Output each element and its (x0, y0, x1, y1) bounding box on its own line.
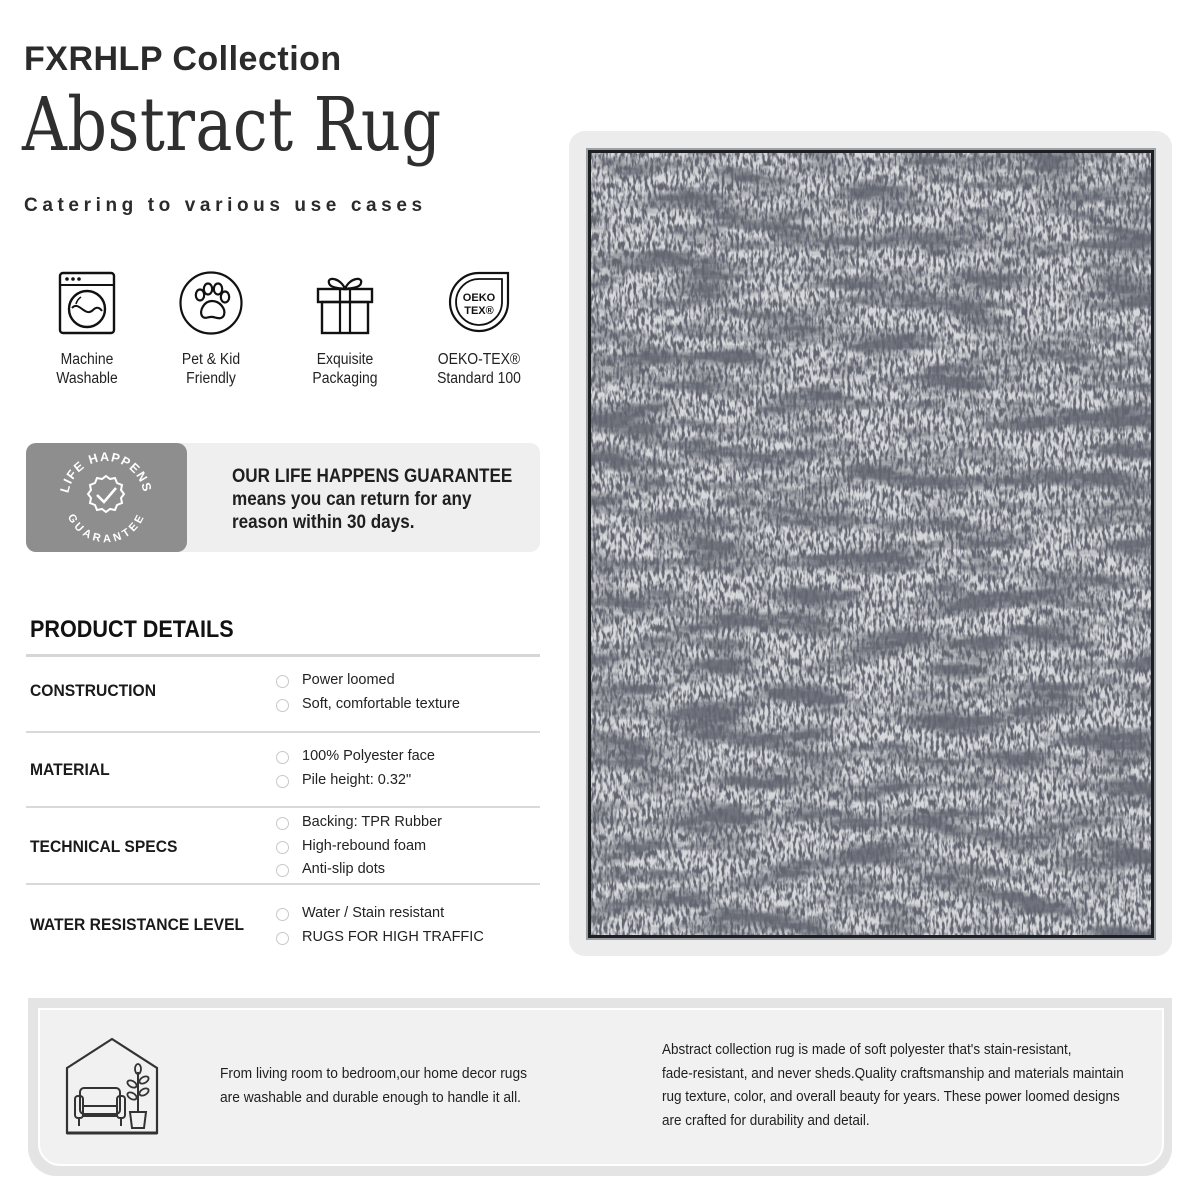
feature-oeko-tex (414, 270, 544, 388)
detail-item: Water / Stain resistant (276, 902, 484, 926)
guarantee-line-2: means you can return for any (232, 489, 472, 510)
feature-pet-kid-friendly (146, 270, 276, 388)
product-details-title: PRODUCT DETAILS (30, 616, 234, 643)
brand-name: FXRHLP Collection (24, 40, 342, 78)
guarantee-badge (26, 443, 187, 552)
bottom-left-text: From living room to bedroom,our home decor rugs are washable and durable enough to handle it all. (220, 1066, 528, 1106)
detail-list (276, 745, 435, 792)
detail-item: Power loomed (276, 669, 460, 693)
tagline: Catering to various use cases (24, 195, 427, 216)
home-furniture-icon (64, 1036, 160, 1136)
feature-label: Exquisite Packaging (312, 351, 378, 387)
washing-machine-icon (57, 270, 117, 336)
paw-icon (178, 270, 244, 336)
feature-label: OEKO-TEX® Standard 100 (437, 351, 521, 387)
detail-label: TECHNICAL SPECS (30, 837, 178, 856)
oeko-badge-text: OEKO (462, 292, 496, 304)
gift-box-icon (313, 270, 377, 336)
rug-abstract-pattern (588, 150, 1154, 938)
detail-item: Pile height: 0.32" (276, 769, 435, 793)
page-title: Abstract Rug (22, 82, 442, 168)
seal-text-top: LIFE HAPPENS (57, 449, 155, 495)
detail-row-construction (26, 657, 540, 733)
detail-list (276, 669, 460, 716)
detail-label: MATERIAL (30, 760, 110, 779)
bottom-right-text: Abstract collection rug is made of soft polyester that's stain-resistant, fade-resistant, and never sheds.Quality craftsmanship and materials maintain rug texture, color, and overall beauty for years. These power loomed designs are crafted for durability and detail. (662, 1042, 1124, 1129)
guarantee-seal-icon (26, 443, 187, 552)
guarantee-line-3: reason within 30 days. (232, 512, 415, 533)
detail-list (276, 902, 484, 949)
feature-label: Pet & Kid Friendly (181, 351, 241, 387)
detail-row-water-resistance (26, 885, 540, 961)
detail-item: RUGS FOR HIGH TRAFFIC (276, 926, 484, 950)
detail-list (276, 811, 442, 882)
detail-label: CONSTRUCTION (30, 681, 156, 700)
rug-image (586, 148, 1156, 940)
feature-exquisite-packaging (280, 270, 410, 388)
detail-item: 100% Polyester face (276, 745, 435, 769)
guarantee-text (232, 465, 513, 534)
guarantee-headline: OUR LIFE HAPPENS GUARANTEE (232, 466, 513, 487)
guarantee-banner (26, 443, 540, 552)
detail-item: Soft, comfortable texture (276, 693, 460, 717)
seal-text-bottom: GUARANTEE (64, 512, 148, 546)
tex-badge-text: TEX® (464, 305, 494, 317)
feature-icons-row (22, 270, 542, 400)
detail-item: High-rebound foam (276, 835, 442, 859)
feature-label: Machine Washable (56, 351, 118, 387)
detail-item: Anti-slip dots (276, 858, 442, 882)
detail-label: WATER RESISTANCE LEVEL (30, 915, 245, 934)
product-details-table (26, 654, 540, 961)
detail-item: Backing: TPR Rubber (276, 811, 442, 835)
detail-row-technical-specs (26, 808, 540, 885)
detail-row-material (26, 733, 540, 808)
feature-machine-washable (22, 270, 152, 388)
oeko-tex-icon (446, 270, 512, 336)
